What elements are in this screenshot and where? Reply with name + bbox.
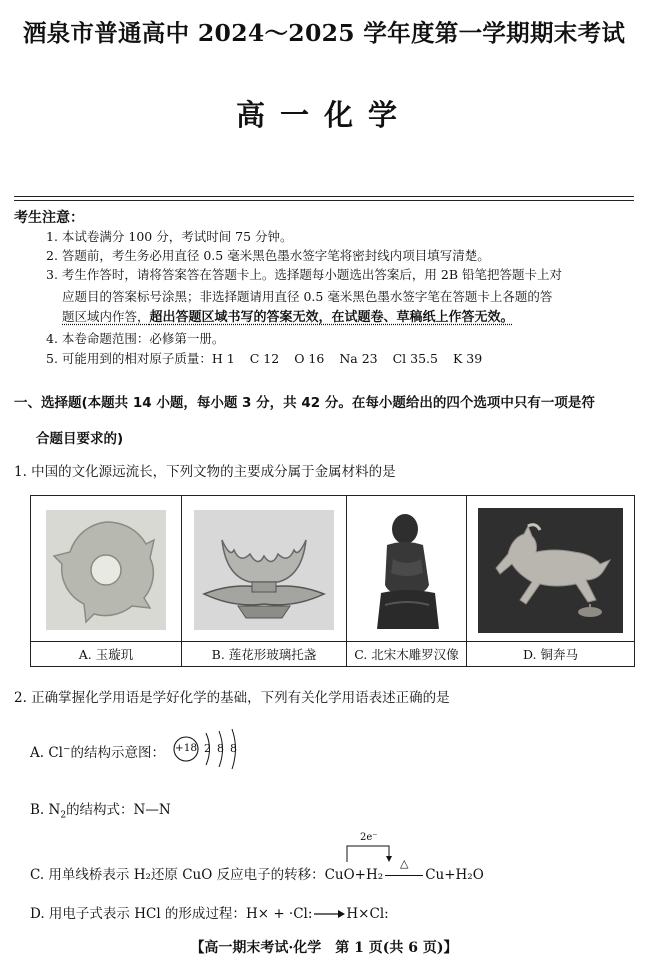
notice-item-5 — [46, 351, 497, 366]
atomic-mass-na: Na 23 — [339, 351, 378, 366]
notice-warning: 超出答题区域书写的答案无效，在试题卷、草稿纸上作答无效。 — [149, 310, 514, 325]
atomic-mass-cl: Cl 35.5 — [392, 351, 438, 366]
option-c-lead: C. 用单线桥表示 H₂还原 CuO 反应电子的转移： — [30, 867, 325, 883]
formation-arrow — [312, 907, 346, 923]
artifact-table — [30, 495, 635, 667]
nucleus-charge: +18 — [174, 742, 198, 754]
page-footer: 【高一期末考试·化学 第 1 页(共 6 页)】 — [190, 940, 458, 956]
option-d-product: H×Cl: — [346, 906, 389, 922]
atomic-mass-label: 5. 可能用到的相对原子质量： — [46, 351, 212, 366]
option-d-caption: D. 铜奔马 — [467, 641, 634, 666]
notice-heading: 考生注意： — [14, 210, 84, 226]
notice-answer-area: 题区域内作答， — [62, 309, 150, 324]
option-b-text — [30, 798, 171, 821]
option-d-reactants: H× + ·Cl: — [245, 906, 313, 922]
subject-title: 高一化学 — [235, 98, 412, 132]
wood-statue-icon — [347, 500, 466, 640]
option-c-caption: C. 北宋木雕罗汉像 — [347, 641, 466, 666]
cl-structure-diagram — [172, 728, 244, 770]
option-c-text — [30, 857, 484, 883]
heat-symbol: △ — [399, 857, 409, 870]
notice-item-4: 4. 本卷命题范围：必修第一册。 — [46, 331, 225, 346]
glass-cup-icon — [182, 500, 346, 640]
artifact-cell-c — [347, 496, 467, 666]
notice-item-3-cont: 应题目的答案标号涂黑；非选择题请用直径 0.5 毫米黑色墨水签字笔在答题卡上各题的答 — [62, 289, 553, 304]
bronze-horse-icon — [467, 500, 634, 640]
option-b-prefix: B. N — [30, 802, 61, 818]
atomic-mass-h: H 1 — [211, 351, 235, 366]
option-a-caption: A. 玉璇玑 — [31, 641, 181, 666]
notice-item-3-cont2 — [62, 309, 514, 326]
section-heading-cont: 合题目要求的) — [36, 431, 124, 447]
exam-title: 酒泉市普通高中 2024～2025 学年度第一学期期末考试 — [22, 19, 626, 47]
question-2-stem: 2. 正确掌握化学用语是学好化学的基础，下列有关化学用语表述正确的是 — [14, 690, 450, 706]
notice-item-1: 1. 本试卷满分 100 分，考试时间 75 分钟。 — [46, 229, 293, 244]
section-heading: 一、选择题(本题共 14 小题，每小题 3 分，共 42 分。在每小题给出的四个选项中只有一项是符 — [14, 395, 595, 411]
artifact-cell-b — [182, 496, 347, 666]
option-d-lead: D. 用电子式表示 HCl 的形成过程： — [30, 906, 246, 922]
shell-3-count: 8 — [230, 742, 237, 755]
header-rule-bottom — [14, 200, 634, 201]
option-a-charge: − — [62, 744, 71, 755]
atomic-mass-o: O 16 — [294, 351, 325, 366]
artifact-cell-a — [31, 496, 182, 666]
option-a-text — [30, 741, 165, 761]
artifact-cell-d — [467, 496, 634, 666]
option-d-text — [30, 902, 389, 923]
notice-item-3: 3. 考生作答时，请将答案答在答题卡上。选择题每小题选出答案后，用 2B 铅笔把答题卡上对 — [46, 267, 562, 282]
option-c-products: Cu+H₂O — [425, 867, 484, 883]
option-b-suffix: 的结构式：N—N — [66, 802, 171, 818]
shell-2-count: 8 — [217, 742, 224, 755]
electron-label: 2e⁻ — [360, 832, 378, 843]
atomic-mass-c: C 12 — [249, 351, 280, 366]
reaction-arrow — [383, 857, 425, 883]
option-a-suffix: 的结构示意图： — [70, 745, 166, 761]
option-b-sub: 2 — [60, 810, 67, 821]
header-rule-top — [14, 196, 634, 197]
option-c-reactants: CuO+H₂ — [324, 867, 384, 883]
notice-item-2: 2. 答题前，考生务必用直径 0.5 毫米黑色墨水签字笔将密封线内项目填写清楚。 — [46, 248, 490, 263]
option-a-prefix: A. Cl — [30, 745, 63, 761]
option-b-caption: B. 莲花形玻璃托盏 — [182, 641, 346, 666]
shell-1-count: 2 — [204, 742, 211, 755]
question-1-stem: 1. 中国的文化源远流长，下列文物的主要成分属于金属材料的是 — [14, 464, 396, 480]
jade-disc-icon — [31, 500, 181, 640]
atomic-mass-k: K 39 — [452, 351, 483, 366]
